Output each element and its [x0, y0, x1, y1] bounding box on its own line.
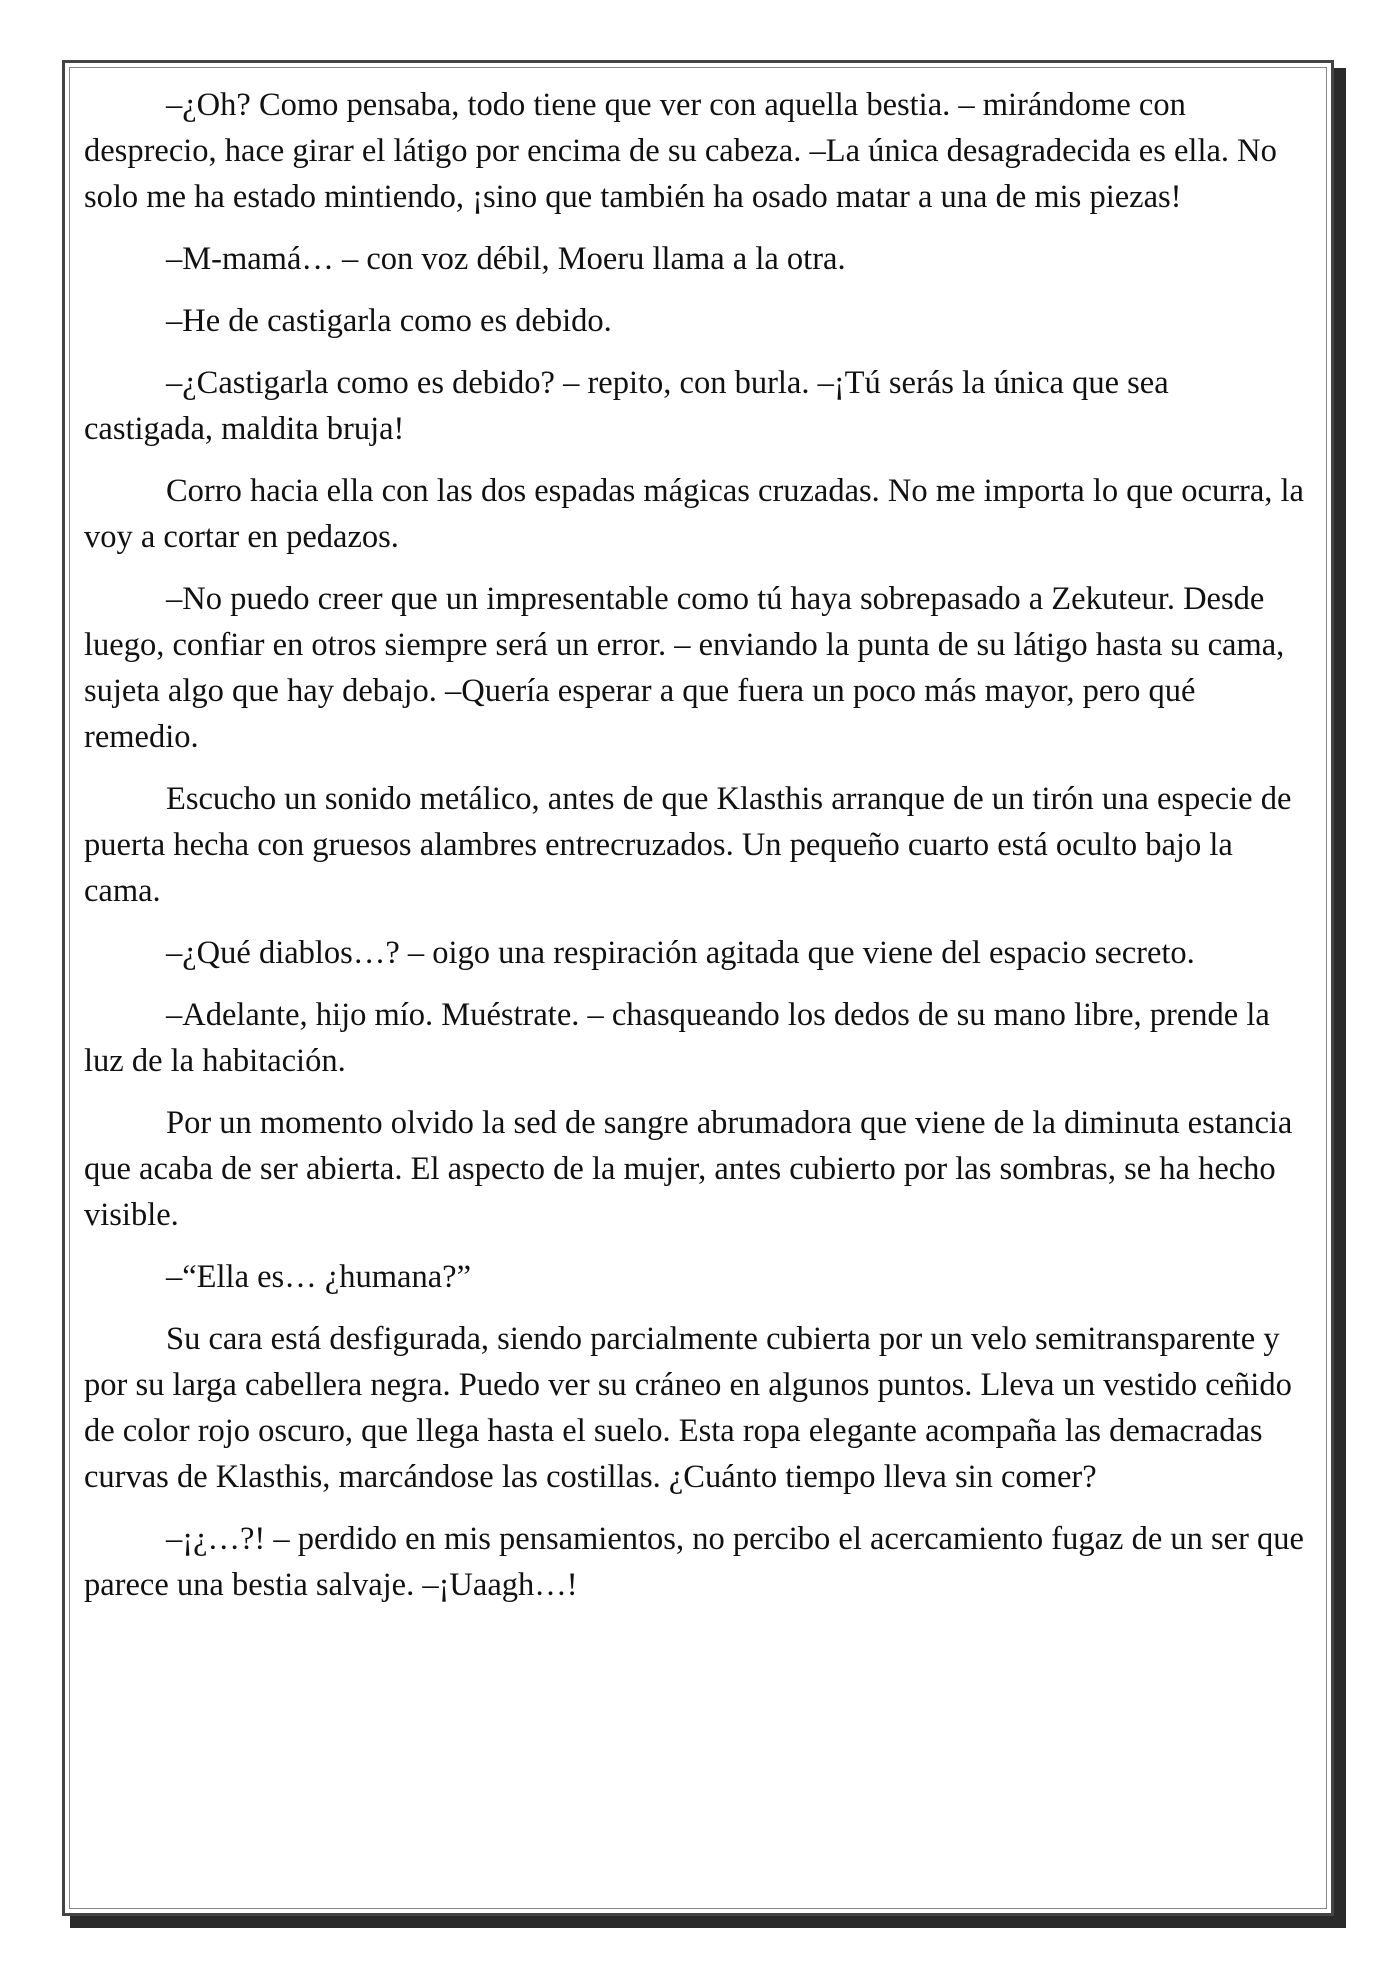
paragraph: Su cara está desfigurada, siendo parcialmente cubierta por un velo semitransparente y por su larga cabellera negra. Puedo ver su cráneo en algunos puntos. Lleva un vestido ceñido de color rojo oscuro, que llega hasta el suelo. Esta ropa elegante acompaña las demacradas curvas de Klasthis, marcándose las costillas. ¿Cuánto tiempo lleva sin comer?	[84, 1321, 1292, 1495]
paragraph: –“Ella es… ¿humana?”	[166, 1259, 471, 1295]
paragraph: –No puedo creer que un impresentable como tú haya sobrepasado a Zekuteur. Desde luego, confiar en otros siempre será un error. – enviando la punta de su látigo hasta su cama, sujeta algo que hay debajo. –Quería esperar a que fuera un poco más mayor, pero qué remedio.	[84, 581, 1285, 755]
paragraph: –He de castigarla como es debido.	[166, 303, 612, 339]
paragraph: –Adelante, hijo mío. Muéstrate. – chasqueando los dedos de su mano libre, prende la luz de la habitación.	[84, 997, 1270, 1079]
paragraph: –M-mamá… – con voz débil, Moeru llama a la otra.	[166, 241, 846, 277]
paragraph: Escucho un sonido metálico, antes de que Klasthis arranque de un tirón una especie de puerta hecha con gruesos alambres entrecruzados. Un pequeño cuarto está oculto bajo la cama.	[84, 781, 1292, 909]
paragraph: –¿Castigarla como es debido? – repito, con burla. –¡Tú serás la única que sea castigada, maldita bruja!	[84, 365, 1169, 447]
paragraph: Corro hacia ella con las dos espadas mágicas cruzadas. No me importa lo que ocurra, la voy a cortar en pedazos.	[84, 473, 1304, 555]
paragraph: –¿Oh? Como pensaba, todo tiene que ver con aquella bestia. – mirándome con desprecio, hace girar el látigo por encima de su cabeza. –La única desagradecida es ella. No solo me ha estado mintiendo, ¡sino que también ha osado matar a una de mis piezas!	[84, 87, 1277, 215]
document-body	[84, 82, 1304, 1624]
paragraph: Por un momento olvido la sed de sangre abrumadora que viene de la diminuta estancia que acaba de ser abierta. El aspecto de la mujer, antes cubierto por las sombras, se ha hecho visible.	[84, 1105, 1293, 1233]
paragraph: –¿Qué diablos…? – oigo una respiración agitada que viene del espacio secreto.	[166, 935, 1195, 971]
paragraph: –¡¿…?! – perdido en mis pensamientos, no percibo el acercamiento fugaz de un ser que parece una bestia salvaje. –¡Uaagh…!	[84, 1521, 1304, 1603]
